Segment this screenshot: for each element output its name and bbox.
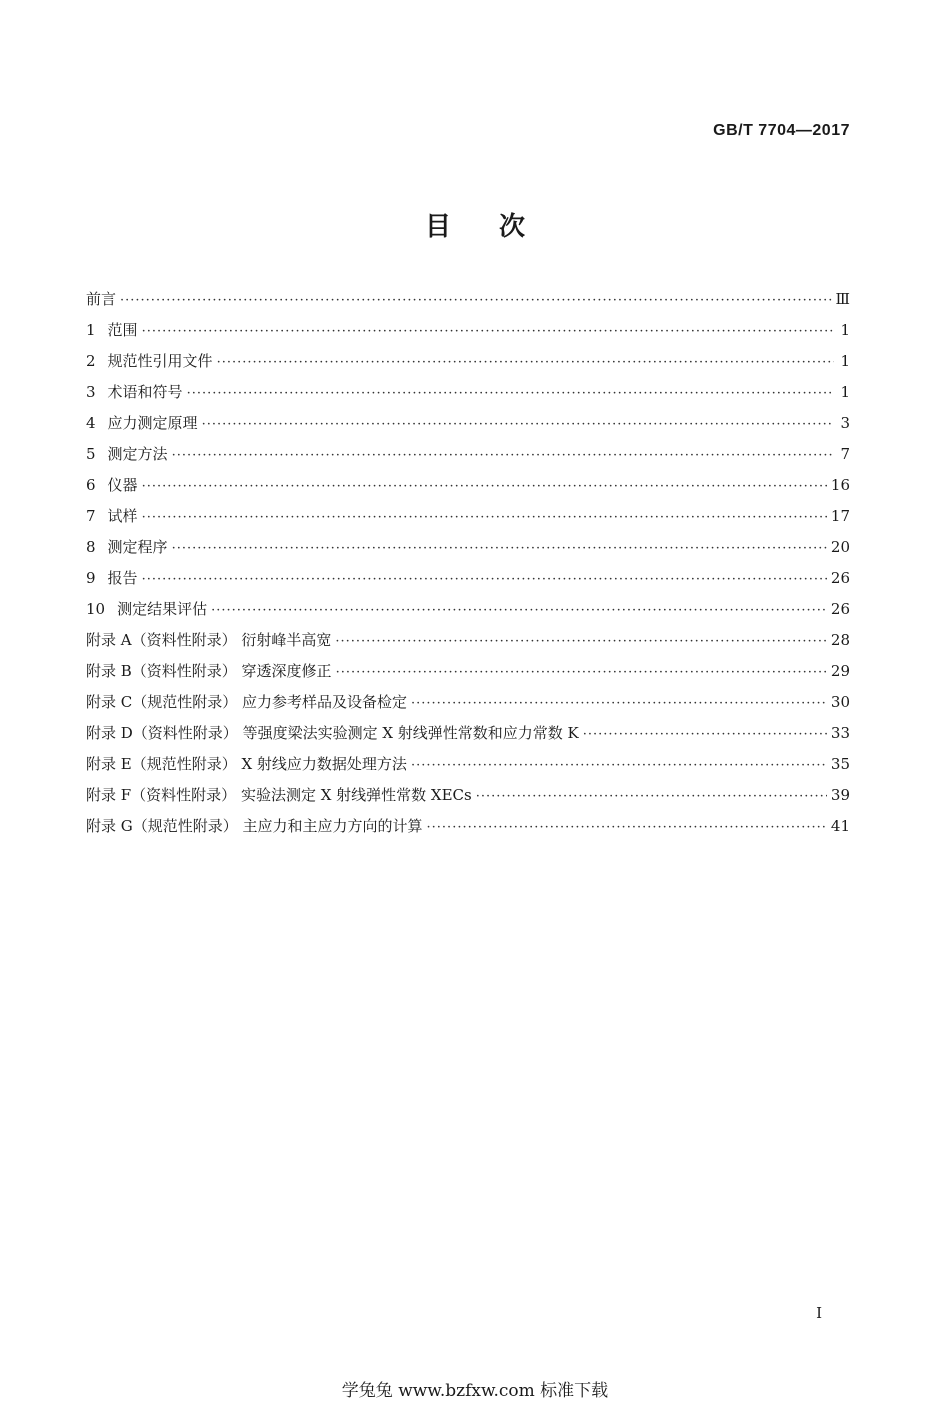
toc-entry-page: 30 <box>830 693 850 711</box>
toc-entry[interactable] <box>86 660 850 691</box>
toc-entry-label <box>86 536 168 557</box>
toc-dot-leader <box>583 727 827 742</box>
toc-entry-text: 试样 <box>107 507 138 525</box>
toc-entry-page: 26 <box>830 600 850 618</box>
toc-entry-label <box>86 815 423 836</box>
toc-dot-leader <box>217 355 834 370</box>
toc-entry-page: 41 <box>830 817 850 835</box>
toc-entry-page: 39 <box>830 786 850 804</box>
toc-dot-leader <box>211 603 827 618</box>
toc-entry-label <box>86 598 207 619</box>
toc-entry-text: 测定程序 <box>107 538 168 556</box>
toc-dot-leader <box>336 665 827 680</box>
toc-entry-number: 7 <box>86 507 96 525</box>
toc-entry-text: 附录 B（资料性附录） 穿透深度修正 <box>86 662 332 680</box>
toc-entry[interactable] <box>86 288 850 319</box>
toc-dot-leader <box>187 386 834 401</box>
toc-entry-label <box>86 505 138 526</box>
toc-entry-text: 附录 D（资料性附录） 等强度梁法实验测定 X 射线弹性常数和应力常数 K <box>86 724 579 742</box>
page-title: 目次 <box>424 212 573 242</box>
toc-entry-label <box>86 288 116 309</box>
toc-entry-label <box>86 412 198 433</box>
toc-entry-text: 报告 <box>107 569 138 587</box>
toc-entry-text: 术语和符号 <box>107 383 183 401</box>
toc-entry-text: 附录 C（规范性附录） 应力参考样品及设备检定 <box>86 693 408 711</box>
toc-entry-page: 16 <box>830 476 850 494</box>
toc-entry[interactable] <box>86 691 850 722</box>
toc-entry-text: 范围 <box>107 321 138 339</box>
toc-entry-number: 3 <box>86 383 96 401</box>
toc-entry-number: 10 <box>86 600 106 618</box>
toc-entry-text: 附录 G（规范性附录） 主应力和主应力方向的计算 <box>86 817 423 835</box>
page-number: I <box>816 1304 822 1322</box>
toc-entry-label <box>86 691 407 712</box>
toc-dot-leader <box>411 758 827 773</box>
toc-dot-leader <box>142 572 827 587</box>
toc-entry-label <box>86 474 138 495</box>
toc-entry-label <box>86 722 579 743</box>
toc-entry-text: 规范性引用文件 <box>107 352 213 370</box>
toc-entry-label <box>86 567 138 588</box>
toc-dot-leader <box>202 417 834 432</box>
toc-entry-label <box>86 753 407 774</box>
toc-dot-leader <box>142 324 834 339</box>
toc-dot-leader <box>335 634 827 649</box>
toc-dot-leader <box>142 510 827 525</box>
toc-entry-label <box>86 319 138 340</box>
standard-number: GB/T 7704—2017 <box>713 122 850 139</box>
toc-entry[interactable] <box>86 350 850 381</box>
toc-entry-label <box>86 660 332 681</box>
toc-entry-number: 8 <box>86 538 96 556</box>
toc-entry-label <box>86 629 331 650</box>
toc-entry-page: 35 <box>830 755 850 773</box>
toc-entry[interactable] <box>86 629 850 660</box>
toc-dot-leader <box>172 541 827 556</box>
toc-entry[interactable] <box>86 381 850 412</box>
toc-entry-page: 26 <box>830 569 850 587</box>
toc-entry-number: 6 <box>86 476 96 494</box>
toc-entry[interactable] <box>86 753 850 784</box>
toc-entry-number: 4 <box>86 414 96 432</box>
toc-entry-text: 前言 <box>86 290 117 308</box>
toc-entry-page: 29 <box>830 662 850 680</box>
toc-entry-text: 应力测定原理 <box>107 414 198 432</box>
toc-entry-label <box>86 350 213 371</box>
toc-entry[interactable] <box>86 505 850 536</box>
toc-dot-leader <box>172 448 834 463</box>
toc-entry-page: 33 <box>830 724 850 742</box>
toc-dot-leader <box>411 696 827 711</box>
toc-dot-leader <box>476 789 827 804</box>
toc-entry-number: 9 <box>86 569 96 587</box>
toc-entry-number: 5 <box>86 445 96 463</box>
toc-entry-text: 附录 A（资料性附录） 衍射峰半高宽 <box>86 631 332 649</box>
toc-entry[interactable] <box>86 412 850 443</box>
footer-watermark: 学兔兔 www.bzfxw.com 标准下载 <box>341 1381 609 1401</box>
toc-entry-page: 1 <box>840 352 850 370</box>
toc-entry-page: 1 <box>840 383 850 401</box>
toc-entry[interactable] <box>86 784 850 815</box>
toc-entry-label <box>86 784 472 805</box>
table-of-contents <box>86 288 850 846</box>
toc-entry[interactable] <box>86 567 850 598</box>
toc-dot-leader <box>120 293 832 308</box>
toc-entry[interactable] <box>86 722 850 753</box>
toc-entry[interactable] <box>86 443 850 474</box>
toc-entry-page: 28 <box>830 631 850 649</box>
toc-entry-text: 测定方法 <box>107 445 168 463</box>
toc-entry-text: 附录 F（资料性附录） 实验法测定 X 射线弹性常数 XECs <box>86 786 472 804</box>
toc-entry[interactable] <box>86 598 850 629</box>
toc-entry[interactable] <box>86 474 850 505</box>
toc-entry-text: 仪器 <box>107 476 138 494</box>
toc-entry[interactable] <box>86 319 850 350</box>
toc-entry-page: 1 <box>840 321 850 339</box>
toc-entry-number: 2 <box>86 352 96 370</box>
toc-dot-leader <box>142 479 827 494</box>
toc-entry-page: 20 <box>830 538 850 556</box>
toc-entry[interactable] <box>86 815 850 846</box>
toc-entry-number: 1 <box>86 321 96 339</box>
toc-dot-leader <box>427 820 827 835</box>
toc-entry-page: 7 <box>840 445 850 463</box>
toc-entry-page: 3 <box>840 414 850 432</box>
toc-entry-text: 测定结果评估 <box>117 600 208 618</box>
toc-entry-label <box>86 381 183 402</box>
toc-entry-label <box>86 443 168 464</box>
toc-entry-text: 附录 E（规范性附录） X 射线应力数据处理方法 <box>86 755 407 773</box>
toc-entry-page: 17 <box>830 507 850 525</box>
toc-entry[interactable] <box>86 536 850 567</box>
toc-entry-page: Ⅲ <box>835 290 850 308</box>
